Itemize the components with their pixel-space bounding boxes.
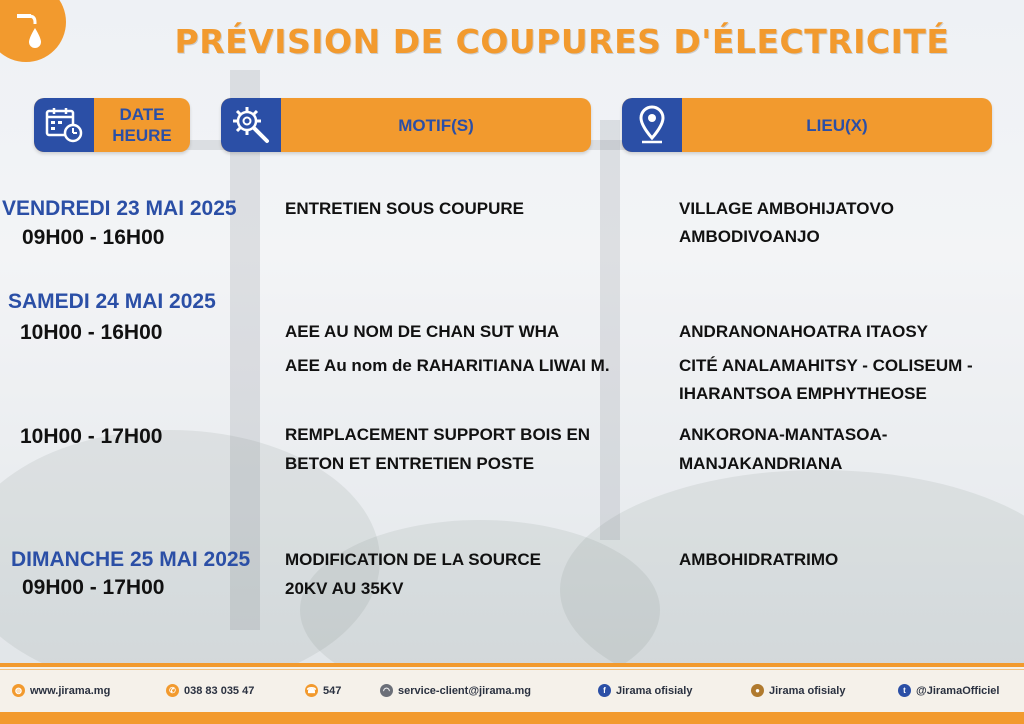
saturday-motif-2-line1: REMPLACEMENT SUPPORT BOIS EN: [285, 425, 591, 444]
sunday-date: DIMANCHE 25 MAI 2025: [11, 548, 251, 571]
saturday-motif-2-line2: BETON ET ENTRETIEN POSTE: [285, 454, 535, 473]
footer-phone[interactable]: [166, 684, 254, 697]
saturday-motif-b: AEE Au nom de RAHARITIANA LIWAI M.: [285, 356, 610, 375]
page-title: PRÉVISION DE COUPURES D'ÉLECTRICITÉ: [174, 22, 950, 61]
globe-icon: ◍: [12, 684, 25, 697]
headset-icon: ◠: [380, 684, 393, 697]
saturday-lieu-2-line2: MANJAKANDRIANA: [679, 454, 843, 473]
header-date-icon-box: [34, 98, 94, 152]
sunday-time: 09H00 - 17H00: [22, 576, 165, 599]
friday-date: VENDREDI 23 MAI 2025: [2, 197, 237, 220]
header-motif: [221, 98, 591, 152]
sunday-lieu: AMBOHIDRATRIMO: [679, 550, 839, 569]
header-motif-icon-box: [221, 98, 281, 152]
sunday-motif-line2: 20KV AU 35KV: [285, 579, 404, 598]
hotline-icon: ☎: [306, 686, 317, 695]
header-date-line1: DATE: [119, 105, 165, 124]
saturday-time-1: 10H00 - 16H00: [20, 321, 163, 344]
friday-lieu-line1: VILLAGE AMBOHIJATOVO: [679, 199, 895, 218]
saturday-time-2: 10H00 - 17H00: [20, 425, 163, 448]
saturday-motif-a: AEE AU NOM DE CHAN SUT WHA: [285, 322, 560, 341]
header-lieu: [622, 98, 992, 152]
gear-wrench-icon: [230, 104, 272, 146]
footer-website[interactable]: [12, 684, 110, 697]
jirama-circle-icon: ●: [751, 684, 764, 697]
footer-facebook-1[interactable]: [598, 684, 692, 697]
friday-time: 09H00 - 16H00: [22, 226, 165, 249]
calendar-clock-icon: [44, 105, 84, 145]
footer-bottom-line: [0, 712, 1024, 724]
twitter-icon: t: [898, 684, 911, 697]
footer-phone-text: 038 83 035 47: [184, 684, 255, 697]
header-date-line2: HEURE: [112, 126, 172, 145]
footer-facebook-1-text: Jirama ofisialy: [616, 684, 693, 697]
footer-twitter-text: @JiramaOfficiel: [916, 684, 1000, 697]
saturday-lieu-b-line1: CITÉ ANALAMAHITSY - COLISEUM -: [679, 356, 973, 375]
header-lieu-icon-box: [622, 98, 682, 152]
header-date-label: [94, 104, 190, 146]
saturday-lieu-a: ANDRANONAHOATRA ITAOSY: [679, 322, 929, 341]
footer-short-number[interactable]: [305, 684, 341, 697]
saturday-lieu-2-line1: ANKORONA-MANTASOA-: [679, 425, 888, 444]
location-pin-icon: [637, 105, 667, 145]
friday-motif: ENTRETIEN SOUS COUPURE: [285, 199, 524, 218]
sunday-motif-line1: MODIFICATION DE LA SOURCE: [285, 550, 541, 569]
background-pole-right: [600, 120, 620, 540]
footer-facebook-2-text: Jirama ofisialy: [769, 684, 846, 697]
footer-top-line: [0, 663, 1024, 667]
friday-lieu-line2: AMBODIVOANJO: [679, 227, 820, 246]
saturday-lieu-b-line2: IHARANTSOA EMPHYTHEOSE: [679, 384, 927, 403]
phone-icon: ✆: [166, 684, 179, 697]
footer-email[interactable]: [380, 684, 531, 697]
facebook-icon: f: [598, 684, 611, 697]
header-lieu-label: LIEU(X): [806, 115, 868, 135]
footer-short-number-text: 547: [323, 684, 342, 697]
footer-top-line-thin: [0, 669, 1024, 670]
saturday-date: SAMEDI 24 MAI 2025: [8, 290, 216, 313]
footer-website-text: www.jirama.mg: [30, 684, 111, 697]
footer-facebook-2[interactable]: [751, 684, 845, 697]
footer-twitter[interactable]: [898, 684, 999, 697]
header-date: [34, 98, 190, 152]
header-motif-label: MOTIF(S): [398, 115, 474, 135]
footer-email-text: service-client@jirama.mg: [398, 684, 532, 697]
